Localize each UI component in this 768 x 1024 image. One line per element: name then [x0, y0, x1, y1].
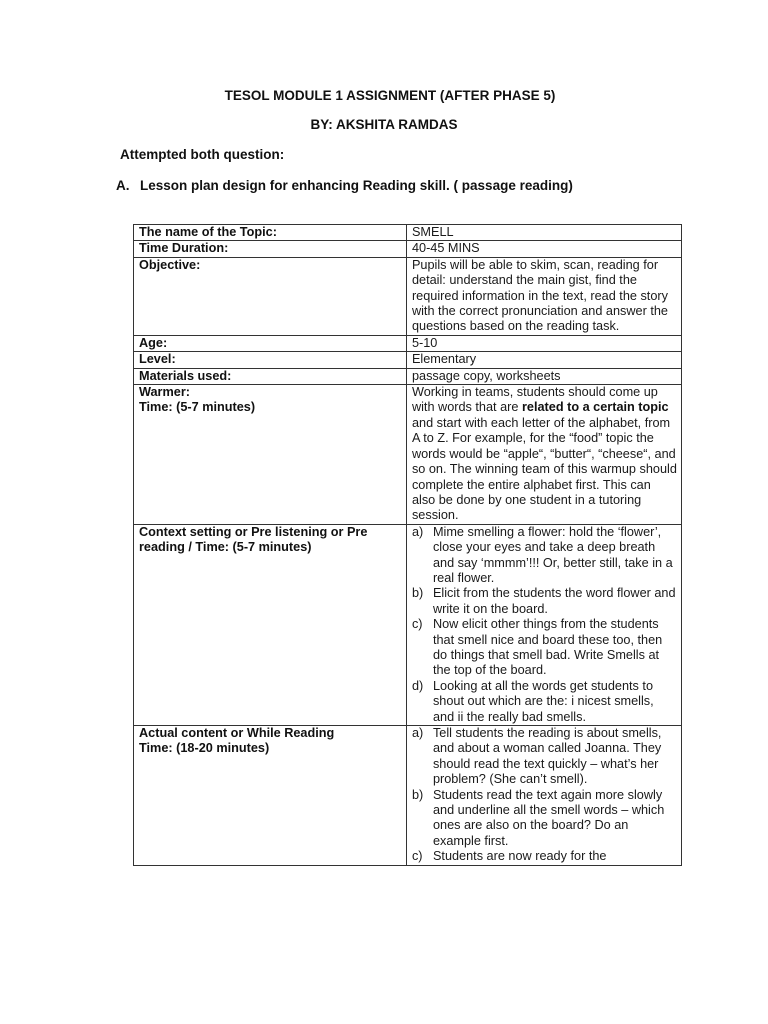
- table-row: [134, 257, 682, 335]
- age-value: 5-10: [406, 335, 681, 351]
- materials-value: passage copy, worksheets: [406, 368, 681, 384]
- content-time: Time: (18-20 minutes): [139, 741, 270, 756]
- page-title: TESOL MODULE 1 ASSIGNMENT (AFTER PHASE 5): [224, 88, 556, 103]
- list-item: [412, 586, 677, 617]
- topic-value: SMELL: [406, 225, 681, 241]
- list-item: [412, 849, 677, 864]
- objective-label: Objective:: [134, 257, 407, 335]
- attempted-note: Attempted both question:: [120, 147, 285, 162]
- section-heading: [116, 178, 573, 193]
- warmer-text-bold: related to a certain topic: [521, 400, 669, 415]
- list-marker: b): [411, 787, 424, 802]
- list-item: [412, 525, 677, 587]
- table-row: [134, 225, 682, 241]
- content-label: Actual content or While Reading: [139, 726, 335, 740]
- level-label: Level:: [134, 352, 407, 368]
- context-steps-list: [412, 525, 677, 725]
- list-text: Elicit from the students the word flower and write it on the board.: [432, 586, 676, 616]
- list-text: Tell students the reading is about smells, and about a woman called Joanna. They should read the text quickly – what’s her problem? (She can’t smell).: [432, 726, 662, 787]
- table-row: [134, 241, 682, 257]
- list-item: [412, 726, 677, 788]
- table-row: [134, 385, 682, 525]
- list-marker: a): [411, 524, 424, 539]
- context-value: [406, 524, 681, 725]
- list-marker: a): [411, 726, 424, 740]
- section-letter: A.: [116, 178, 130, 193]
- content-label-cell: [134, 726, 407, 866]
- section-title: Lesson plan design for enhancing Reading skill. ( passage reading): [140, 178, 573, 193]
- topic-label: The name of the Topic:: [134, 225, 407, 241]
- warmer-value: [406, 385, 681, 525]
- warmer-label-cell: [134, 385, 407, 525]
- table-row: [134, 368, 682, 384]
- list-text: Students read the text again more slowly and underline all the smell words – which ones are also on the board? Do an example first.: [432, 787, 665, 848]
- warmer-text-after: and start with each letter of the alphabet, from A to Z. For example, for the “food” topic the words would be “apple“, “butter“, “cheese“, and so on. The winning team of this warmup should complete the entire alphabet first. This can also be done by one student in a tutoring session.: [411, 415, 677, 523]
- list-item: [412, 679, 677, 725]
- objective-value: Pupils will be able to skim, scan, reading for detail: understand the main gist, find the required information in the text, read the story with the correct pronunciation and answer the questions based on the reading task.: [406, 257, 681, 335]
- list-marker: c): [411, 849, 423, 864]
- materials-label: Materials used:: [134, 368, 407, 384]
- list-marker: b): [411, 586, 424, 601]
- list-marker: c): [411, 617, 423, 632]
- warmer-label: Warmer:: [139, 385, 190, 400]
- list-text: Looking at all the words get students to shout out which are the: i nicest smells, and ii the really bad smells.: [432, 678, 654, 724]
- level-value: Elementary: [406, 352, 681, 368]
- list-item: [412, 788, 677, 850]
- table-row: [134, 524, 682, 725]
- list-text: Students are now ready for the: [432, 849, 607, 864]
- content-value: [406, 726, 681, 866]
- duration-label: Time Duration:: [134, 241, 407, 257]
- duration-value: 40-45 MINS: [406, 241, 681, 257]
- context-label: Context setting or Pre listening or Pre reading / Time: (5-7 minutes): [134, 524, 407, 725]
- content-steps-list: [412, 726, 677, 865]
- lesson-plan-table: [133, 224, 682, 866]
- list-item: [412, 617, 677, 679]
- warmer-time: Time: (5-7 minutes): [139, 400, 256, 415]
- table-row: [134, 335, 682, 351]
- list-text: Mime smelling a flower: hold the ‘flower’, close your eyes and take a deep breath and say ‘mmmm’!!! Or, better still, take in a real flower.: [432, 524, 673, 585]
- warmer-text-before: Working in teams, students should come up with words that are: [411, 385, 658, 415]
- author-byline: BY: AKSHITA RAMDAS: [310, 117, 458, 132]
- age-label: Age:: [134, 335, 407, 351]
- table-row: [134, 726, 682, 866]
- list-marker: d): [411, 678, 424, 693]
- list-text: Now elicit other things from the students that smell nice and board these too, then do things that smell bad. Write Smells at the top of the board.: [432, 617, 663, 678]
- table-row: [134, 352, 682, 368]
